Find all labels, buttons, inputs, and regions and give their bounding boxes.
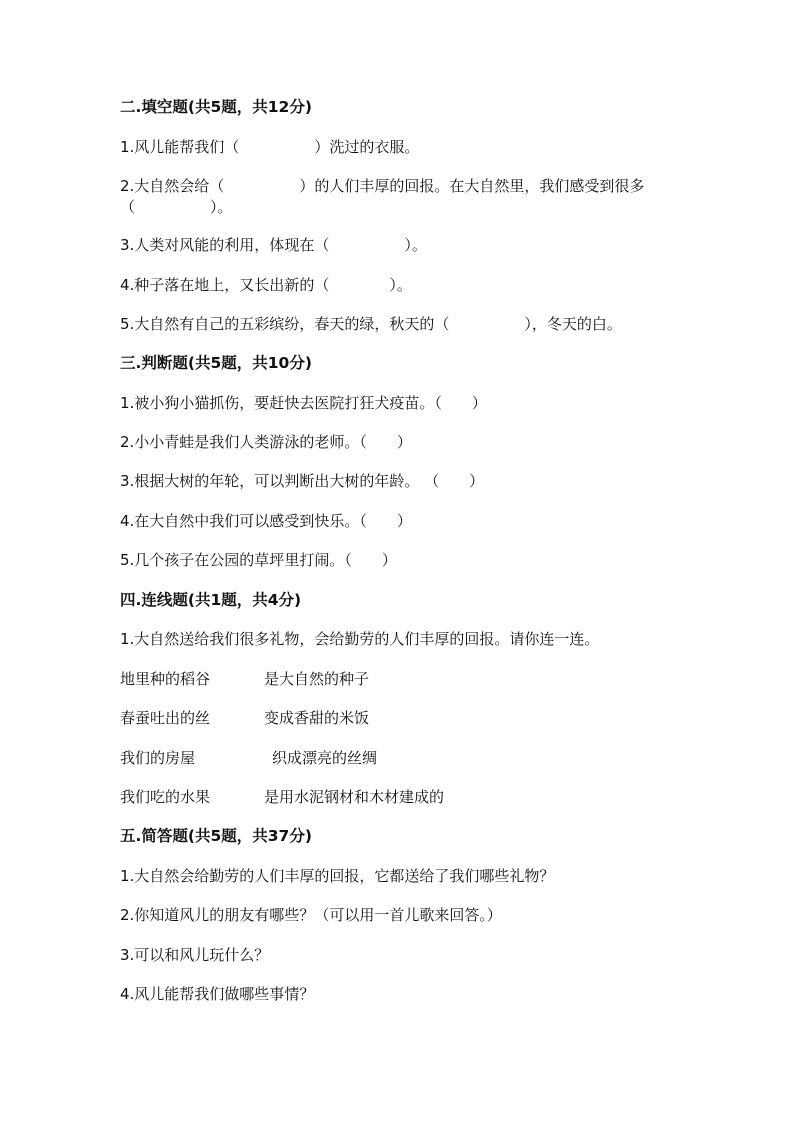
fill-question-1: 1.风儿能帮我们（ ）洗过的衣服。 bbox=[120, 138, 420, 156]
match-left-item: 春蚕吐出的丝 bbox=[120, 709, 211, 727]
judge-question-3: 3.根据大树的年轮，可以判断出大树的年龄。 （ ） bbox=[120, 472, 485, 490]
judge-question-1: 1.被小狗小猫抓伤，要赶快去医院打狂犬疫苗。（ ） bbox=[120, 394, 487, 412]
match-question-1: 1.大自然送给我们很多礼物，会给勤劳的人们丰厚的回报。请你连一连。 bbox=[120, 630, 600, 648]
fill-question-5: 5.大自然有自己的五彩缤纷，春天的绿，秋天的（ ），冬天的白。 bbox=[120, 315, 622, 333]
judge-question-5: 5.几个孩子在公园的草坪里打闹。（ ） bbox=[120, 551, 397, 569]
match-left-item: 我们吃的水果 bbox=[120, 788, 211, 806]
section-5-heading: 五.简答题(共5题，共37分) bbox=[120, 827, 312, 845]
short-answer-question-1: 1.大自然会给勤劳的人们丰厚的回报，它都送给了我们哪些礼物？ bbox=[120, 867, 555, 885]
match-right-item: 是用水泥钢材和木材建成的 bbox=[264, 788, 445, 806]
fill-question-2-line-2: （ ）。 bbox=[120, 198, 233, 216]
section-3-heading: 三.判断题(共5题，共10分) bbox=[120, 354, 312, 372]
match-right-item: 变成香甜的米饭 bbox=[264, 709, 370, 727]
match-left-item: 地里种的稻谷 bbox=[120, 670, 211, 688]
fill-question-2-line-1: 2.大自然会给（ ）的人们丰厚的回报。在大自然里，我们感受到很多 bbox=[120, 177, 645, 195]
match-right-item: 织成漂亮的丝绸 bbox=[272, 749, 378, 767]
match-left-item: 我们的房屋 bbox=[120, 749, 196, 767]
fill-question-3: 3.人类对风能的利用，体现在（ ）。 bbox=[120, 236, 427, 254]
short-answer-question-2: 2.你知道风儿的朋友有哪些？（可以用一首儿歌来回答。） bbox=[120, 906, 502, 924]
section-4-heading: 四.连线题(共1题，共4分) bbox=[120, 591, 302, 609]
short-answer-question-4: 4.风儿能帮我们做哪些事情？ bbox=[120, 985, 315, 1003]
section-2-heading: 二.填空题(共5题，共12分) bbox=[120, 98, 312, 116]
match-right-item: 是大自然的种子 bbox=[264, 670, 370, 688]
judge-question-4: 4.在大自然中我们可以感受到快乐。（ ） bbox=[120, 512, 412, 530]
judge-question-2: 2.小小青蛙是我们人类游泳的老师。（ ） bbox=[120, 433, 412, 451]
short-answer-question-3: 3.可以和风儿玩什么？ bbox=[120, 946, 270, 964]
fill-question-4: 4.种子落在地上，又长出新的（ ）。 bbox=[120, 276, 412, 294]
